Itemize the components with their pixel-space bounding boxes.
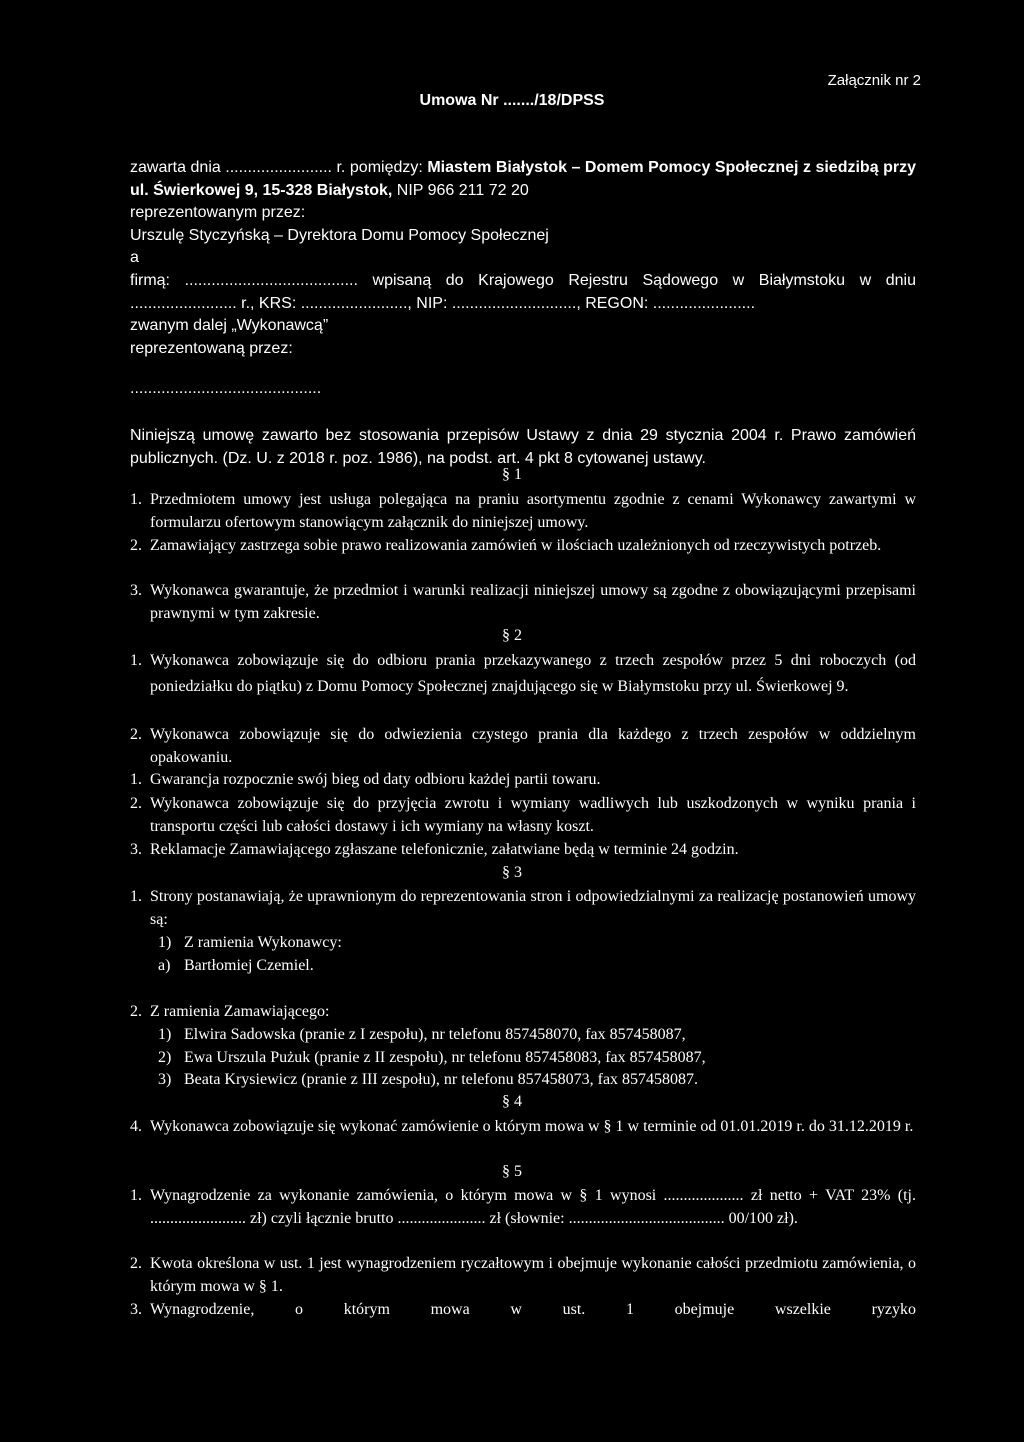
- section-4-heading: § 4: [502, 1093, 522, 1110]
- section-5-heading: § 5: [502, 1163, 522, 1180]
- item-number: 2.: [130, 1255, 142, 1272]
- represented-by-label: reprezentowanym przez:: [130, 204, 306, 222]
- par2-item-3: [130, 769, 916, 792]
- contract-title: Umowa Nr ......./18/DPSS: [419, 92, 605, 109]
- par2-item-5: [130, 839, 916, 862]
- item-number: 4.: [130, 1118, 142, 1135]
- contractor-line: firmą: ....................................... wpisaną do Krajowego Rejestru Sądowego w Białymstoku w dniu ........................ r., KRS: ........................, NIP: ............................, REGON: .......................: [130, 271, 916, 312]
- section-2-heading: § 2: [502, 627, 522, 644]
- contact-1: [158, 1024, 686, 1047]
- item-number: 1.: [130, 888, 142, 905]
- item-text: Wynagrodzenie, o którym mowa w ust. 1 obejmuje wszelkie ryzyko: [150, 1301, 916, 1318]
- item-text: Gwarancja rozpocznie swój bieg od daty odbioru każdej partii towaru.: [150, 771, 601, 788]
- item-text: Z ramienia Wykonawcy:: [184, 934, 342, 951]
- item-number: 1.: [130, 652, 142, 669]
- item-text: Wynagrodzenie za wykonanie zamówienia, o którym mowa w § 1 wynosi .................... zł netto + VAT 23% (tj. ........................ zł) czyli łącznie brutto ...................... zł (słownie: ....................................... 00/100 zł).: [150, 1187, 916, 1227]
- item-number: 1): [158, 934, 172, 951]
- item-text: Bartłomiej Czemiel.: [184, 957, 314, 974]
- par3-item-2: [130, 1001, 329, 1024]
- par2-item-4: [130, 793, 916, 838]
- item-number: 1): [158, 1026, 172, 1043]
- item-text: Wykonawca zobowiązuje się do odwiezienia czystego prania dla każdego z trzech zespołów w oddzielnym opakowaniu.: [150, 726, 916, 766]
- contractor-represented-label: reprezentowaną przez:: [130, 339, 293, 357]
- item-number: 3.: [130, 582, 142, 599]
- item-text: Wykonawca gwarantuje, że przedmiot i warunki realizacji niniejszej umowy są zgodne z obowiązującymi przepisami prawnymi w tym zakresie.: [150, 582, 916, 622]
- par3-sub-a: [158, 955, 314, 978]
- ordering-party-nip: NIP 966 211 72 20: [392, 181, 529, 199]
- item-number: 2.: [130, 795, 142, 812]
- item-text: Beata Krysiewicz (pranie z III zespołu), nr telefonu 857458073, fax 857458087.: [184, 1071, 699, 1088]
- item-text: Strony postanawiają, że uprawnionym do reprezentowania stron i odpowiedzialnymi za realizację postanowień umowy są:: [150, 888, 916, 928]
- par3-item-1: [130, 886, 916, 931]
- item-number: 1.: [130, 491, 142, 508]
- item-number: 2.: [130, 537, 142, 554]
- and-line: a: [130, 249, 139, 267]
- contact-3: [158, 1069, 698, 1092]
- parties-line: [130, 157, 916, 202]
- ordering-party: Miastem Białystok – Domem Pomocy Społecznej z siedzibą przy ul. Świerkowej 9, 15-328 Białystok,: [130, 159, 917, 199]
- par5-item-2: [130, 1253, 916, 1298]
- par4-item: [130, 1116, 916, 1139]
- item-number: 2.: [130, 1003, 142, 1020]
- par2-item-1: [130, 648, 916, 699]
- representative-blank: ...........................................: [130, 380, 322, 397]
- contact-2: [158, 1047, 706, 1070]
- date-clause: zawarta dnia ........................ r. pomiędzy:: [130, 159, 428, 176]
- preamble: Niniejszą umowę zawarto bez stosowania przepisów Ustawy z dnia 29 stycznia 2004 r. Prawo zamówień publicznych. (Dz. U. z 2018 r. poz. 1986), na podst. art. 4 pkt 8 cytowanej ustawy.: [130, 427, 916, 467]
- item-number: 2): [158, 1049, 172, 1066]
- item-number: 3.: [130, 1301, 142, 1318]
- section-1-heading: § 1: [502, 466, 522, 483]
- item-text: Wykonawca zobowiązuje się do odbioru prania przekazywanego z trzech zespołów przez 5 dni roboczych (od poniedziałku do piątku) z Domu Pomocy Społecznej znajdującego się w Białymstoku przy ul. Świerkowej 9.: [150, 652, 916, 695]
- item-text: Wykonawca zobowiązuje się do przyjęcia zwrotu i wymiany wadliwych lub uszkodzonych w wyniku prania i transportu części lub całości dostawy i ich wymiany na własny koszt.: [150, 795, 916, 835]
- item-number: 1.: [130, 1187, 142, 1204]
- item-number: 2.: [130, 726, 142, 743]
- section-3-heading: § 3: [502, 864, 522, 881]
- item-text: Z ramienia Zamawiającego:: [150, 1003, 330, 1020]
- item-text: Przedmiotem umowy jest usługa polegająca na praniu asortymentu zgodnie z cenami Wykonawcy zawartymi w formularzu ofertowym stanowiącym załącznik do niniejszej umowy.: [150, 491, 916, 531]
- contractor-alias: zwanym dalej „Wykonawcą”: [130, 317, 329, 335]
- item-text: Zamawiający zastrzega sobie prawo realizowania zamówień w ilościach uzależnionych od rzeczywistych potrzeb.: [150, 537, 882, 554]
- item-number: a): [158, 957, 171, 974]
- item-text: Ewa Urszula Pużuk (pranie z II zespołu), nr telefonu 857458083, fax 857458087,: [184, 1049, 706, 1066]
- par1-item-3: [130, 580, 916, 625]
- item-text: Kwota określona w ust. 1 jest wynagrodzeniem ryczałtowym i obejmuje wykonanie całości przedmiotu zamówienia, o którym mowa w § 1.: [150, 1255, 916, 1295]
- item-number: 3): [158, 1071, 172, 1088]
- par1-item-2: [130, 535, 916, 558]
- item-number: 3.: [130, 841, 142, 858]
- item-text: Wykonawca zobowiązuje się wykonać zamówienie o którym mowa w § 1 w terminie od 01.01.2019 r. do 31.12.2019 r.: [150, 1118, 914, 1135]
- item-text: Elwira Sadowska (pranie z I zespołu), nr telefonu 857458070, fax 857458087,: [184, 1026, 686, 1043]
- par5-item-1: [130, 1185, 916, 1230]
- director-line: Urszulę Styczyńską – Dyrektora Domu Pomocy Społecznej: [130, 226, 549, 244]
- item-text: Reklamacje Zamawiającego zgłaszane telefonicznie, załatwiane będą w terminie 24 godzin.: [150, 841, 739, 858]
- annex-label: Załącznik nr 2: [827, 72, 921, 89]
- parties-block: [130, 157, 916, 360]
- par3-sub-1: [158, 932, 342, 955]
- par1-item-1: [130, 489, 916, 534]
- par5-item-3: [130, 1299, 916, 1322]
- item-number: 1.: [130, 771, 142, 788]
- par2-item-2: [130, 724, 916, 769]
